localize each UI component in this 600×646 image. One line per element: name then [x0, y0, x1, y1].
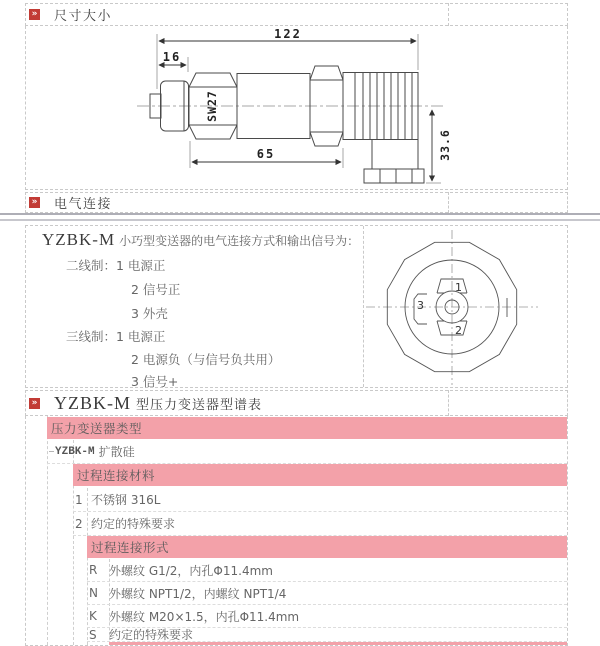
row-label: 约定的特殊要求 [91, 517, 176, 531]
pin-1-label: 1 [455, 281, 462, 294]
wiring-line: 二线制：1 电源正 [66, 258, 166, 273]
table-row [87, 628, 567, 642]
dim-wrench-size: SW27 [205, 90, 219, 122]
row-label: 外螺纹 NPT1/2，内螺纹 NPT1/4 [109, 586, 287, 601]
row-label: 外螺纹 M20×1.5，内孔Φ11.4mm [109, 609, 300, 624]
table-row [87, 582, 567, 605]
row-code: S [89, 627, 97, 642]
wiring-intro: YZBK-M 小巧型变送器的电气连接方式和输出信号为： [42, 230, 360, 249]
row-model: YZBK-M [55, 445, 95, 458]
table-row [87, 605, 567, 628]
section-header-electrical [25, 192, 568, 213]
dimension-drawing-area [25, 26, 568, 190]
category-label: 压力变送器类型 [51, 421, 143, 436]
section-title-spectrum: 型压力变送器型谱表 [136, 397, 263, 413]
spectrum-table [25, 416, 568, 646]
section-marker-icon: » [29, 398, 40, 409]
dim-thread-length: 16 [162, 50, 182, 64]
transmitter-outline [150, 66, 424, 183]
table-row [73, 488, 567, 512]
header-divider [448, 3, 449, 26]
wiring-line: 2 电源负（与信号负共用） [131, 352, 281, 367]
category-label: 过程连接材料 [77, 468, 156, 483]
row-label: 外螺纹 G1/2，内孔Φ11.4mm [109, 563, 273, 578]
wiring-line: 3 信号+ [131, 374, 179, 389]
dim-overall-length: 122 [274, 27, 302, 41]
electrical-content-area [25, 225, 568, 388]
category-label: 过程连接形式 [91, 540, 170, 555]
header-divider [448, 192, 449, 213]
section-marker-icon: » [29, 9, 40, 20]
dim-connector-height: 33.6 [438, 129, 452, 161]
pin-2-label: 2 [455, 324, 462, 337]
table-row [87, 536, 567, 558]
tree-tick [49, 451, 54, 452]
header-divider [448, 390, 449, 416]
dim-body-length: 65 [256, 147, 276, 161]
section-title-electrical: 电气连接 [54, 197, 113, 212]
table-row [87, 559, 567, 582]
section-header-spectrum [25, 390, 568, 416]
connector-diagram [363, 226, 567, 387]
section-title-dimensions: 尺寸大小 [54, 9, 113, 24]
table-row [73, 464, 567, 486]
table-row [47, 440, 567, 464]
table-row [109, 642, 567, 646]
model-name: YZBK-M [54, 392, 131, 413]
row-code: 1 [75, 492, 83, 507]
table-row [73, 512, 567, 536]
row-code: R [89, 563, 98, 577]
model-name: YZBK-M [42, 230, 116, 249]
wiring-line: 3 外壳 [131, 306, 168, 321]
pin-3-label: 3 [417, 299, 424, 312]
wiring-line: 三线制：1 电源正 [66, 329, 166, 344]
row-label: 扩散硅 [98, 445, 135, 459]
section-separator-rule [0, 213, 600, 221]
row-label: 约定的特殊要求 [109, 628, 194, 642]
table-row [47, 417, 567, 439]
connector-center-lines [366, 230, 538, 385]
row-code: 2 [75, 516, 83, 531]
row-label: 不锈钢 316L [91, 493, 161, 507]
dimension-drawing [26, 26, 567, 188]
section-header-dimensions [25, 3, 568, 26]
row-code: N [89, 586, 98, 600]
section-marker-icon: » [29, 197, 40, 208]
wiring-line: 2 信号正 [131, 282, 181, 297]
row-code: K [89, 609, 97, 623]
